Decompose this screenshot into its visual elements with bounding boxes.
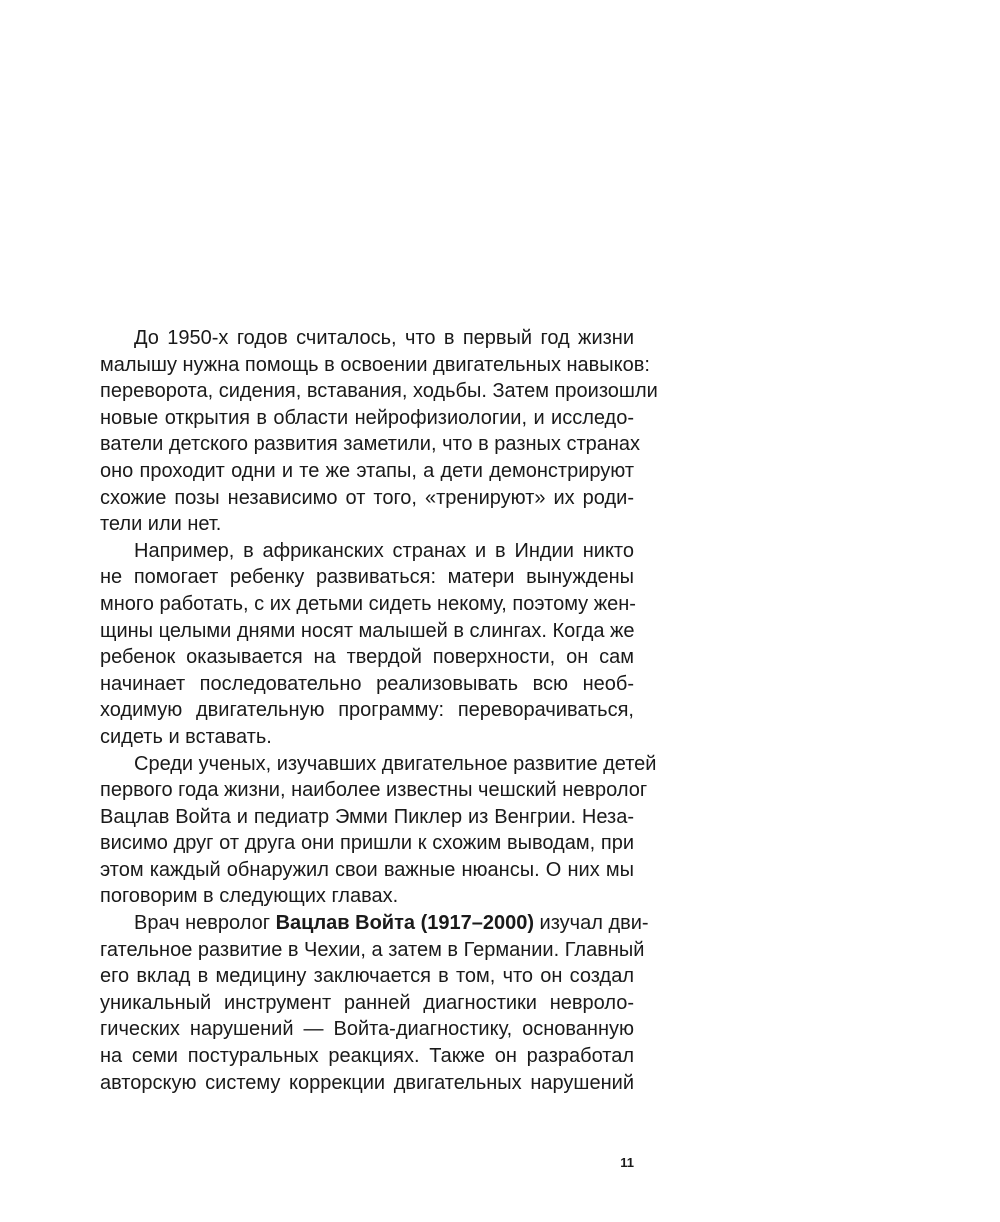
text-line: тели или нет. — [100, 513, 222, 536]
text-line: схожие позы независимо от того, «тренируют» их роди- — [100, 486, 634, 509]
text-line: малышу нужна помощь в освоении двигательных навыков: — [100, 353, 650, 376]
text-line: новые открытия в области нейрофизиологии, и исследо- — [100, 406, 634, 429]
text-line — [100, 910, 649, 937]
person-name-highlight: Вацлав Войта (1917–2000) — [275, 912, 534, 935]
text-line: авторскую систему коррекции двигательных нарушений — [100, 1071, 634, 1094]
text-line: щины целыми днями носят малышей в слингах. Когда же — [100, 619, 635, 642]
text-line: ходимую двигательную программу: переворачиваться, — [100, 699, 634, 722]
text-line: сидеть и вставать. — [100, 725, 272, 748]
text-line: первого года жизни, наиболее известны чешский невролог — [100, 779, 648, 802]
text-line: Среди ученых, изучавших двигательное развитие детей — [134, 752, 657, 775]
paragraph-3 — [100, 751, 657, 911]
text-line: этом каждый обнаружил свои важные нюансы. О них мы — [100, 858, 634, 881]
text-line: много работать, с их детьми сидеть некому, поэтому жен- — [100, 592, 636, 615]
text-line: До 1950-х годов считалось, что в первый год жизни — [134, 327, 634, 349]
text-line: не помогает ребенку развиваться: матери вынуждены — [100, 566, 634, 589]
text-line: ватели детского развития заметили, что в разных странах — [100, 433, 641, 456]
text-fragment: Врач невролог — [134, 912, 276, 935]
text-line: поговорим в следующих главах. — [100, 885, 399, 908]
text-fragment: изучал дви- — [534, 912, 649, 935]
text-line: висимо друг от друга они пришли к схожим выводам, при — [100, 832, 634, 855]
text-line: уникальный инструмент ранней диагностики невроло- — [100, 991, 634, 1014]
text-line: ребенок оказывается на твердой поверхности, он сам — [100, 646, 634, 669]
text-line: его вклад в медицину заключается в том, что он создал — [100, 965, 634, 988]
text-line: гательное развитие в Чехии, а затем в Германии. Главный — [100, 938, 645, 961]
text-line: на семи постуральных реакциях. Также он разработал — [100, 1045, 634, 1068]
text-line: гических нарушений — Войта-диагностику, основанную — [100, 1018, 634, 1041]
text-line: начинает последовательно реализовывать всю необ- — [100, 672, 634, 695]
page-number: 11 — [620, 1155, 634, 1170]
text-line: Вацлав Войта и педиатр Эмми Пиклер из Венгрии. Неза- — [100, 805, 634, 828]
body-text — [100, 325, 658, 1096]
text-line: оно проходит одни и те же этапы, а дети демонстрируют — [100, 459, 634, 482]
text-line: переворота, сидения, вставания, ходьбы. Затем произошли — [100, 380, 658, 403]
paragraph-4 — [100, 910, 649, 1096]
paragraph-1 — [100, 325, 658, 538]
paragraph-2 — [100, 538, 634, 751]
text-line: Например, в африканских странах и в Индии никто — [134, 539, 634, 562]
